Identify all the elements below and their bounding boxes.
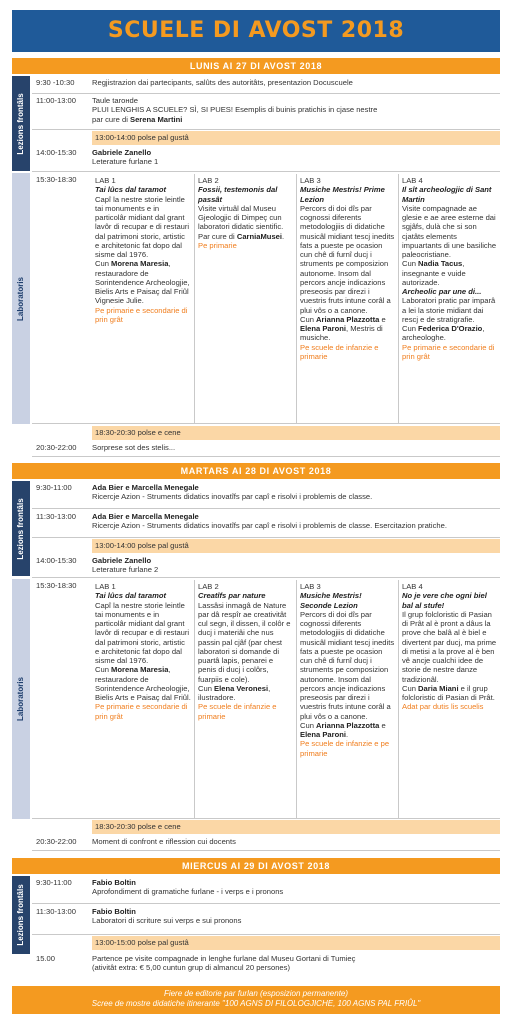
day-header-tuesday: MARTARS AI 28 DI AVOST 2018 (12, 463, 500, 479)
row-time: 14:00-15:30 (36, 148, 77, 157)
day-header-monday: LUNIS AI 27 DI AVOST 2018 (12, 58, 500, 74)
row-time: 9:30-11:00 (36, 878, 72, 887)
row-text: Sorprese sot des stelis... (92, 443, 176, 452)
speaker-name: Serena Martini (130, 114, 183, 124)
row-content (92, 878, 496, 897)
row-content (92, 954, 496, 973)
break-bar: 13:00-14:00 polse pal gustâ (92, 131, 500, 145)
day-header-wednesday: MIERCUS AI 29 DI AVOST 2018 (12, 858, 500, 874)
lab-card: LAB 1 Tai lûcs dal taramot Capî la nestre storie leintle tai monuments e in particolâr midiant dal grant lavôr di recupar e di restauri dal patrimoni storic, artistic e architetonic fat dopo dal sisme dal 1976. Cun Morena Maresia, restauradore de Sorintendence Archeologjie, Bielis Arts e Paisaç dal Friûl Vignesie Julie. Pe primarie e secondarie di prin grât (95, 176, 190, 324)
row-content (92, 512, 496, 531)
row-time: 20:30-22:00 (36, 443, 77, 452)
side-label-frontal: Lezions frontâls (12, 876, 30, 954)
lab-card: LAB 4 Il sît archeologjic di Sant Martin Visite compagnade ae glesie e ae aree esterne dai sgjâfs, dulà che si son cjatâts elements impuartants di une basiliche paleocristiane. Cun Nadia Tacus, insegnante e vuide autorizade. Archeolic par une di... Laboratori pratic par imparâ a lei la storie midiant dai rescj e de stratigrafie. Cun Federica D'Orazio, archeologhe. Pe primarie e secondarie di prin grât (398, 174, 500, 424)
schedule-row (32, 146, 500, 172)
row-time: 11:30-13:00 (36, 512, 76, 521)
lab-card: LAB 2 Creatîfs par nature Lassâsi inmagâ de Nature par dâ respîr ae creativitât cul segn, il dissen, il colôr e ducj i materiâi che nus passin pal cjâf (par chest laboratori si domande di puartâ lapis, penarei e penis di ducj i colôrs, fuarpiis e cole). Cun Elena Veronesi, ilustradore. Pe scuele de infanzie e primarie (194, 580, 296, 819)
schedule-row (32, 76, 500, 94)
schedule-row (32, 94, 500, 130)
lab-card: LAB 1 Tai lûcs dal taramot Capî la nestre storie leintle tai monuments e in particolâr midiant dal grant lavôr di recupar e di restauri dal patrimoni storic, artistic e architetonic fat dopo dal sisme dal 1976. Cun Morena Maresia, restauradore de Sorintendence Archeologjie, Bielis Arts e Paisaç dal Friûl. Pe primarie e secondarie di prin grât (95, 582, 191, 721)
row-text: Regjistrazion dai partecipants, salûts des autoritâts, presentazion Docuscuele (92, 78, 353, 87)
schedule-row (32, 554, 500, 578)
break-bar: 13:00-15:00 polse pal gustâ (92, 936, 500, 950)
row-time: 9:30-11:00 (36, 483, 72, 492)
schedule-row (32, 835, 500, 851)
title-banner (12, 10, 500, 52)
lab-card: LAB 2 Fossii, testemonis dal passât Visite virtuâl dal Museu Gjeologjic di Dimpeç cun laboratori didatic sientific. Par cure di CarniaMusei. Pe primarie (194, 174, 296, 424)
speaker-name: Fabio Boltin (92, 907, 136, 916)
row-text: (ativitât extra: € 5,00 cuntun grup di almancul 20 persones) (92, 963, 290, 973)
lab-card: LAB 4 No je vere che ogni biel bal al stufe! Il grup folcloristic di Pasian di Prât al è pront a dâus la prove che balâ al è biel e divertent par ducj, ma prime di metisi a la prove al è ben vê ancje cualchi idee de storie de nestre danze tradizionâl. Cun Daria Miani e il grup folcloristic di Pasian di Prât. Adat par dutis lis scuelis (398, 580, 500, 819)
lab-grid (92, 174, 500, 424)
speaker-name: Ada Bier e Marcella Menegale (92, 483, 199, 492)
row-text: PLUI LENGHIS A SCUELE? SÌ, SI PUES! Esemplis di buinis pratichis in cjase nestre (92, 105, 378, 115)
footer-line: Fiere de editorie par furlan (esposizion permanente) (163, 989, 349, 998)
lab-grid (92, 580, 500, 819)
row-content (92, 96, 496, 124)
row-text: Partence pe visite compagnade in lenghe furlane dal Museu Gortani di Tumieç (92, 954, 356, 963)
speaker-name: Fabio Boltin (92, 878, 136, 887)
row-text: Leterature furlane 1 (92, 157, 159, 167)
break-bar: 13:00-14:00 polse pal gustâ (92, 539, 500, 553)
row-text: Leterature furlane 2 (92, 565, 159, 575)
row-text: Laboratori di scriture sui verps e sui pronons (92, 916, 242, 926)
schedule-row (32, 876, 500, 904)
footer-line: Scree de mostre didatiche itinerante "100 AGNS DI FILOLOGJICHE, 100 AGNS PAL FRIÛL" (91, 999, 421, 1009)
row-time: 15.00 (36, 954, 56, 963)
row-time: 9:30 -10:30 (36, 78, 75, 87)
row-text: Moment di confront e riflession cui docents (92, 837, 236, 846)
break-bar: 18:30-20:30 polse e cene (92, 426, 500, 440)
side-label-lab: Laboratoris (12, 579, 30, 819)
row-time: 20:30-22:00 (36, 837, 77, 846)
schedule-row (32, 481, 500, 509)
break-bar: 18:30-20:30 polse e cene (92, 820, 500, 834)
row-time: 15:30-18:30 (36, 581, 77, 590)
row-time: 14:00-15:30 (36, 556, 77, 565)
schedule-row (32, 905, 500, 935)
row-content (92, 556, 496, 575)
speaker-name: Ada Bier e Marcella Menegale (92, 512, 199, 521)
row-time: 11:00-13:00 (36, 96, 76, 105)
row-content (92, 907, 496, 926)
side-label-frontal: Lezions frontâls (12, 481, 30, 576)
row-time: 15:30-18:30 (36, 175, 77, 184)
speaker-name: Gabriele Zanello (92, 148, 152, 157)
row-text: Ricercje Azion - Struments didatics inovatîfs par capî e risolvi i problemis de classe. (92, 492, 373, 502)
schedule-row (32, 952, 500, 980)
schedule-row (32, 510, 500, 538)
row-content (92, 148, 496, 167)
row-text: Taule tarонde (92, 96, 138, 105)
schedule-row (32, 441, 500, 457)
page-title: SCUELE DI AVOST 2018 (107, 17, 405, 43)
row-text: Ricercje Azion - Struments didatics inovatîfs par capî e risolvi i problemis de classe. Esercitazion pratiche. (92, 521, 447, 531)
row-time: 11:30-13:00 (36, 907, 76, 916)
lab-card: LAB 3 Musiche Mestris! Prime Lezion Percors di doi dîs par cognossi diferents metodologjiis di didatiche musicâl midiant tescj inedits fats a pueste pe ocasion cun chê di furnî ducj i struments pe composizion autonome. Insom dal percors ancje indicazions preseosis par direzi i vuestris fruts intune corâl a plui vôs o a canone. Cun Arianna Plazzotta e Elena Paroni, Mestris di musiche. Pe scuele de infanzie e primarie (296, 174, 398, 424)
row-text: par cure di Serena Martini (92, 114, 183, 124)
footer-banner (12, 986, 500, 1014)
side-label-lab: Laboratoris (12, 173, 30, 424)
speaker-name: Gabriele Zanello (92, 556, 152, 565)
row-text: Aprofondiment di gramatiche furlane - i verps e i pronons (92, 887, 284, 897)
row-content (92, 483, 496, 502)
lab-card: LAB 3 Musiche Mestris! Seconde Lezion Percors di doi dîs par cognossi diferents metodologjiis di didatiche musicâl midiant tescj inedits fats a pueste pe ocasion cun chê di furnî ducj i struments pe composizion autonome. Insom dal percors ancje indicazions preseosis par direzi i vuestris fruts intune corâl a plui vôs o a canone. Cun Arianna Plazzotta e Elena Paroni. Pe scuele de infanzie e pe primarie (296, 580, 398, 819)
side-label-frontal: Lezions frontâls (12, 76, 30, 171)
